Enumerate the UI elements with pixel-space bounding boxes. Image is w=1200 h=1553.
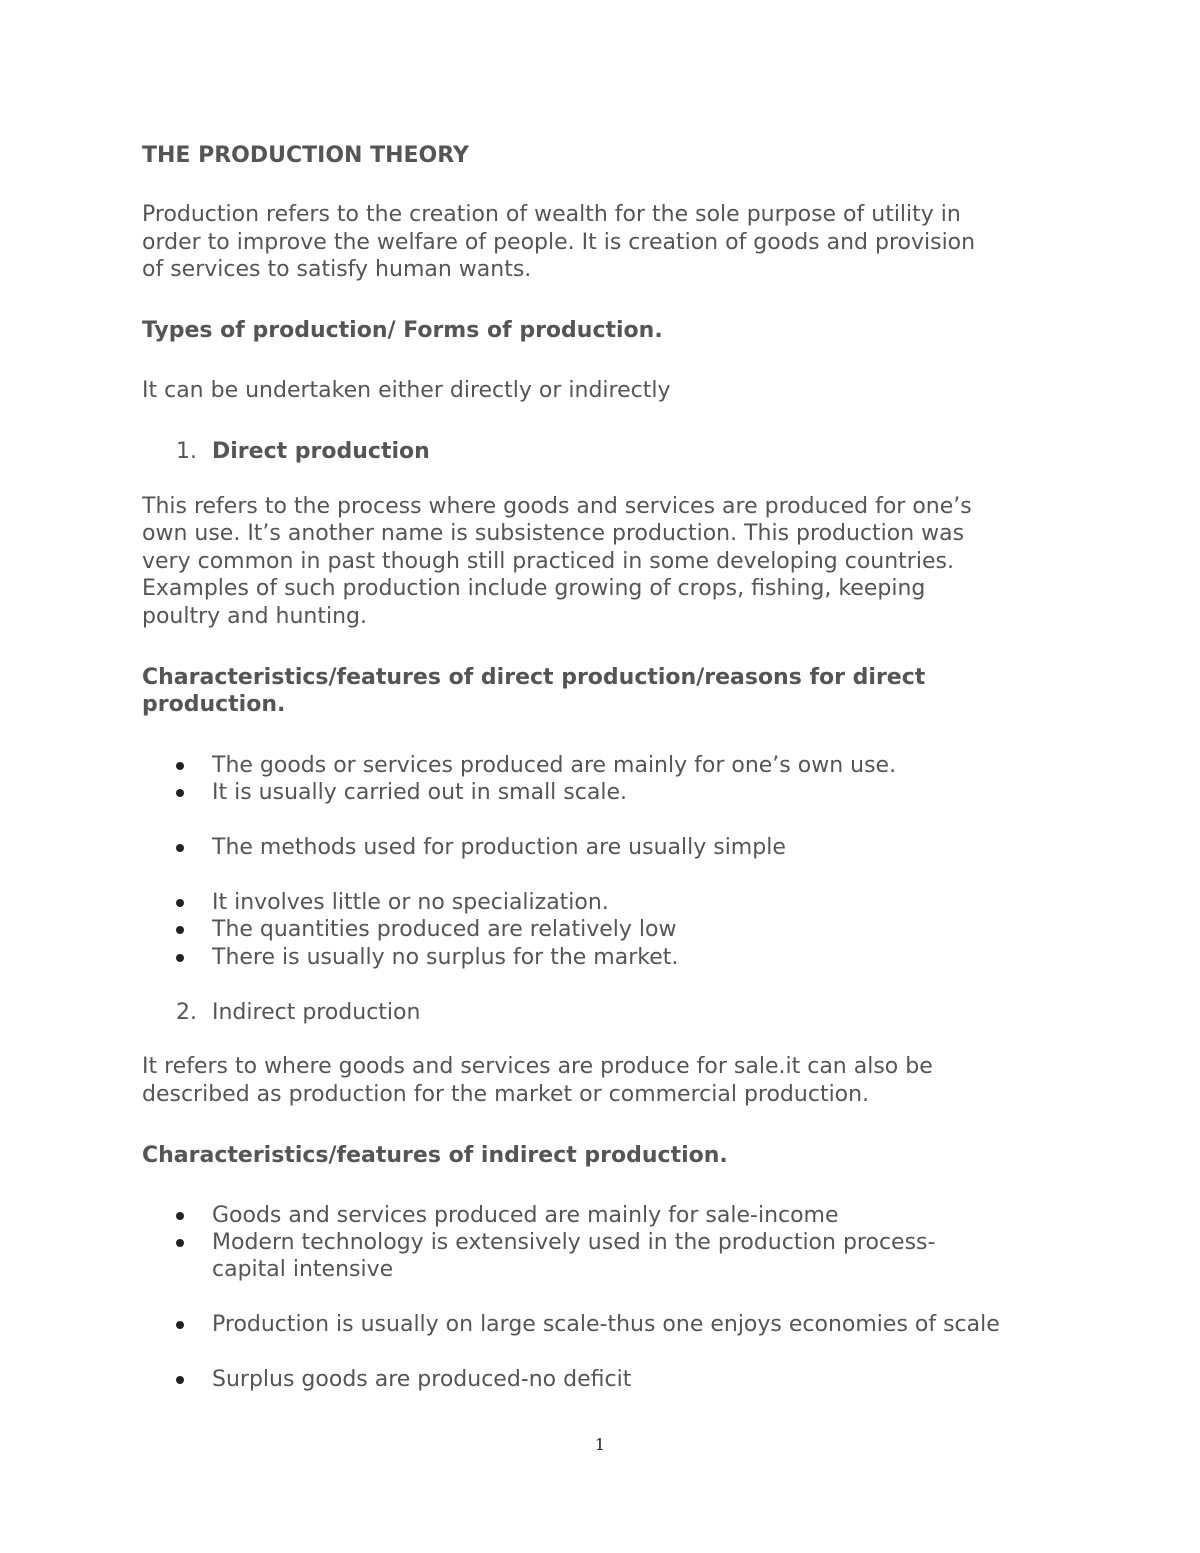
direct-feature-5: The quantities produced are relatively low bbox=[212, 917, 677, 942]
direct-line-1: This refers to the process where goods and services are produced for one’s bbox=[142, 494, 972, 519]
indirect-line-2: described as production for the market or commercial production. bbox=[142, 1082, 870, 1107]
bullet-icon bbox=[176, 844, 184, 852]
direct-line-2: own use. It’s another name is subsistence production. This production was bbox=[142, 521, 965, 546]
indirect-feature-3: Production is usually on large scale-thus one enjoys economies of scale bbox=[212, 1312, 1000, 1337]
direct-line-3: very common in past though still practiced in some developing countries. bbox=[142, 549, 954, 574]
indirect-feature-2: Modern technology is extensively used in the production process- bbox=[212, 1230, 936, 1255]
direct-features-heading-1: Characteristics/features of direct production/reasons for direct bbox=[142, 665, 926, 690]
types-intro: It can be undertaken either directly or indirectly bbox=[142, 378, 671, 403]
indirect-feature-2-continued: capital intensive bbox=[212, 1257, 394, 1282]
indirect-number: 2. bbox=[176, 1000, 197, 1025]
bullet-icon bbox=[176, 1321, 184, 1329]
page-number: 1 bbox=[594, 1435, 606, 1454]
direct-line-4: Examples of such production include growing of crops, fishing, keeping bbox=[142, 576, 926, 601]
bullet-icon bbox=[176, 1212, 184, 1220]
direct-heading: Direct production bbox=[212, 439, 430, 464]
direct-number: 1. bbox=[176, 439, 197, 464]
indirect-heading: Indirect production bbox=[212, 1000, 421, 1025]
direct-feature-1: The goods or services produced are mainly for one’s own use. bbox=[212, 753, 897, 778]
direct-feature-2: It is usually carried out in small scale. bbox=[212, 780, 627, 805]
direct-features-heading-2: production. bbox=[142, 692, 286, 717]
intro-line-3: of services to satisfy human wants. bbox=[142, 257, 532, 282]
bullet-icon bbox=[176, 1376, 184, 1384]
bullet-icon bbox=[176, 762, 184, 770]
bullet-icon bbox=[176, 789, 184, 797]
intro-line-2: order to improve the welfare of people. It is creation of goods and provision bbox=[142, 230, 976, 255]
indirect-feature-4: Surplus goods are produced-no deficit bbox=[212, 1367, 632, 1392]
indirect-feature-1: Goods and services produced are mainly for sale-income bbox=[212, 1203, 839, 1228]
direct-feature-6: There is usually no surplus for the market. bbox=[212, 945, 679, 970]
types-heading: Types of production/ Forms of production. bbox=[142, 318, 663, 343]
bullet-icon bbox=[176, 926, 184, 934]
direct-feature-4: It involves little or no specialization. bbox=[212, 890, 609, 915]
document-title: THE PRODUCTION THEORY bbox=[142, 143, 469, 168]
indirect-line-1: It refers to where goods and services are produce for sale.it can also be bbox=[142, 1054, 933, 1079]
indirect-features-heading: Characteristics/features of indirect production. bbox=[142, 1143, 728, 1168]
bullet-icon bbox=[176, 899, 184, 907]
direct-feature-3: The methods used for production are usually simple bbox=[212, 835, 786, 860]
bullet-icon bbox=[176, 1239, 184, 1247]
bullet-icon bbox=[176, 954, 184, 962]
intro-line-1: Production refers to the creation of wealth for the sole purpose of utility in bbox=[142, 202, 961, 227]
direct-line-5: poultry and hunting. bbox=[142, 604, 368, 629]
